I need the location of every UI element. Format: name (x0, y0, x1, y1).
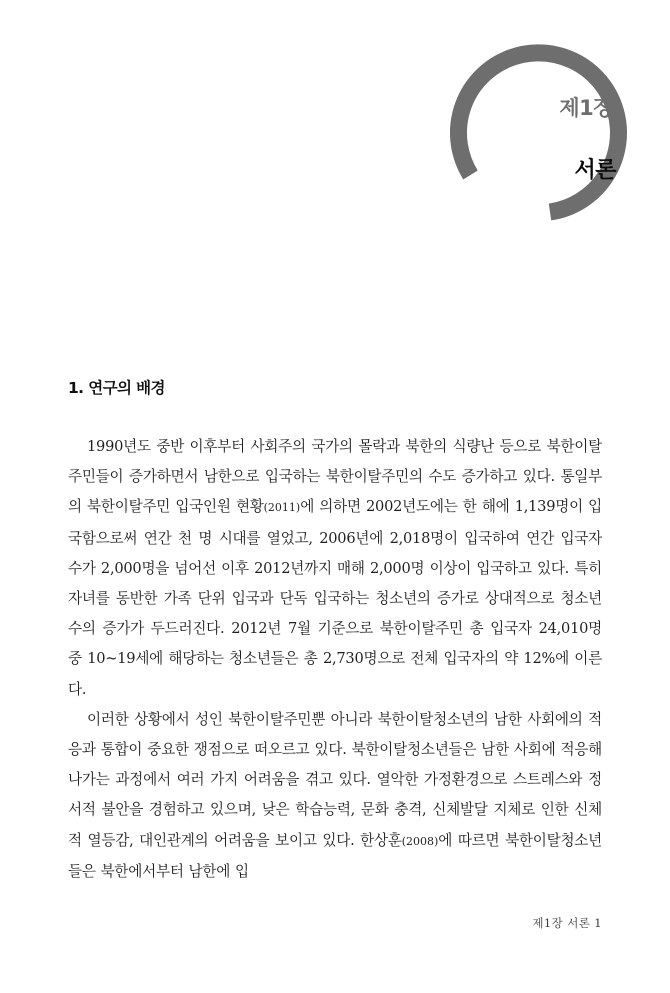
section-heading: 1. 연구의 배경 (68, 379, 165, 397)
reference-year: (2011) (263, 501, 301, 515)
body-paragraph: 1990년도 중반 이후부터 사회주의 국가의 몰락과 북한의 식량난 등으로 북한이탈주민들이 증가하면서 남한으로 입국하는 북한이탈주민의 수도 증가하고 있다. 통일부의 북한이탈주민 입국인원 현황(2011)에 의하면 2002년도에는 한 해에 1,139명이 입국함으로써 연간 천 명 시대를 열었고, 2006년에 2,018명이 입국하여 연간 입국자 수가 2,000명을 넘어선 이후 2012년까지 매해 2,000명 이상이 입국하고 있다. 특히 자녀를 동반한 가족 단위 입국과 단독 입국하는 청소년의 증가로 상대적으로 청소년 수의 증가가 두드러진다. 2012년 7월 기준으로 북한이탈주민 총 입국자 24,010명 중 10~19세에 해당하는 청소년들은 총 2,730명으로 전체 입국자의 약 12%에 이른다. (68, 438, 602, 698)
body-paragraph: 이러한 상황에서 성인 북한이탈주민뿐 아니라 북한이탈청소년의 남한 사회에의 적응과 통합이 중요한 쟁점으로 떠오르고 있다. 북한이탈청소년들은 남한 사회에 적응해 나가는 과정에서 여러 가지 어려움을 겪고 있다. 열악한 가정환경으로 스트레스와 정서적 불안을 경험하고 있으며, 낮은 학습능력, 문화 충격, 신체발달 지체로 인한 신체적 열등감, 대인관계의 어려움을 보이고 있다. 한상훈(2008)에 따르면 북한이탈청소년들은 북한에서부터 남한에 입 (68, 710, 602, 880)
chapter-title: 서론 (574, 158, 616, 183)
page-footer: 제1장 서론 1 (532, 916, 602, 930)
reference-year: (2008) (401, 834, 439, 848)
body-content (68, 376, 602, 887)
chapter-number: 제1장 (559, 96, 613, 120)
chapter-ring-icon (450, 40, 640, 225)
paragraph-list (68, 432, 602, 887)
chapter-emblem (450, 40, 640, 225)
